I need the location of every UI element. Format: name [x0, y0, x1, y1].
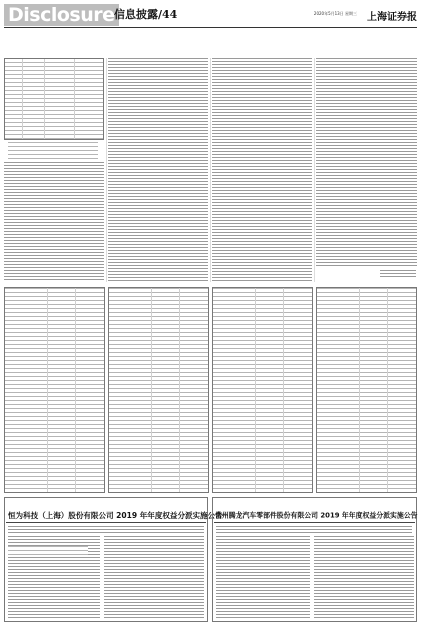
page-header [4, 4, 417, 26]
upper-small-table [8, 142, 98, 160]
upper-table-frame [4, 58, 104, 140]
issue-date: 2020年5月13日 星期三 [313, 11, 357, 16]
upper-small-table-lines [8, 142, 98, 160]
financial-table-2 [109, 288, 208, 492]
header-rule [4, 27, 417, 28]
upper-col-3-text [212, 58, 312, 282]
upper-col-4-text [316, 58, 417, 268]
right-announcement-body-2 [314, 536, 414, 618]
financial-table-1 [5, 288, 104, 492]
right-announcement-body-1 [216, 536, 310, 618]
right-announcement-lead [216, 526, 412, 534]
right-announcement-title: 常州腾龙汽车零部件股份有限公司 2019 年年度权益分派实施公告 [215, 510, 418, 520]
left-announcement-body-2 [104, 536, 204, 618]
upper-col-1-text [4, 162, 104, 282]
left-announcement-lead [8, 526, 204, 534]
left-announcement-title: 恒为科技（上海）股份有限公司 2019 年年度权益分派实施公告 [8, 510, 223, 520]
financial-table-4 [317, 288, 416, 492]
upper-col-2-text [108, 58, 208, 282]
left-announcement-table [8, 546, 88, 556]
financial-table-3 [213, 288, 312, 492]
section-title: 信息披露/44 [114, 8, 178, 21]
brand-logo: Disclosure [4, 4, 119, 26]
newspaper-name: 上海证券报 [367, 12, 417, 23]
upper-col-4-signature [380, 270, 416, 278]
